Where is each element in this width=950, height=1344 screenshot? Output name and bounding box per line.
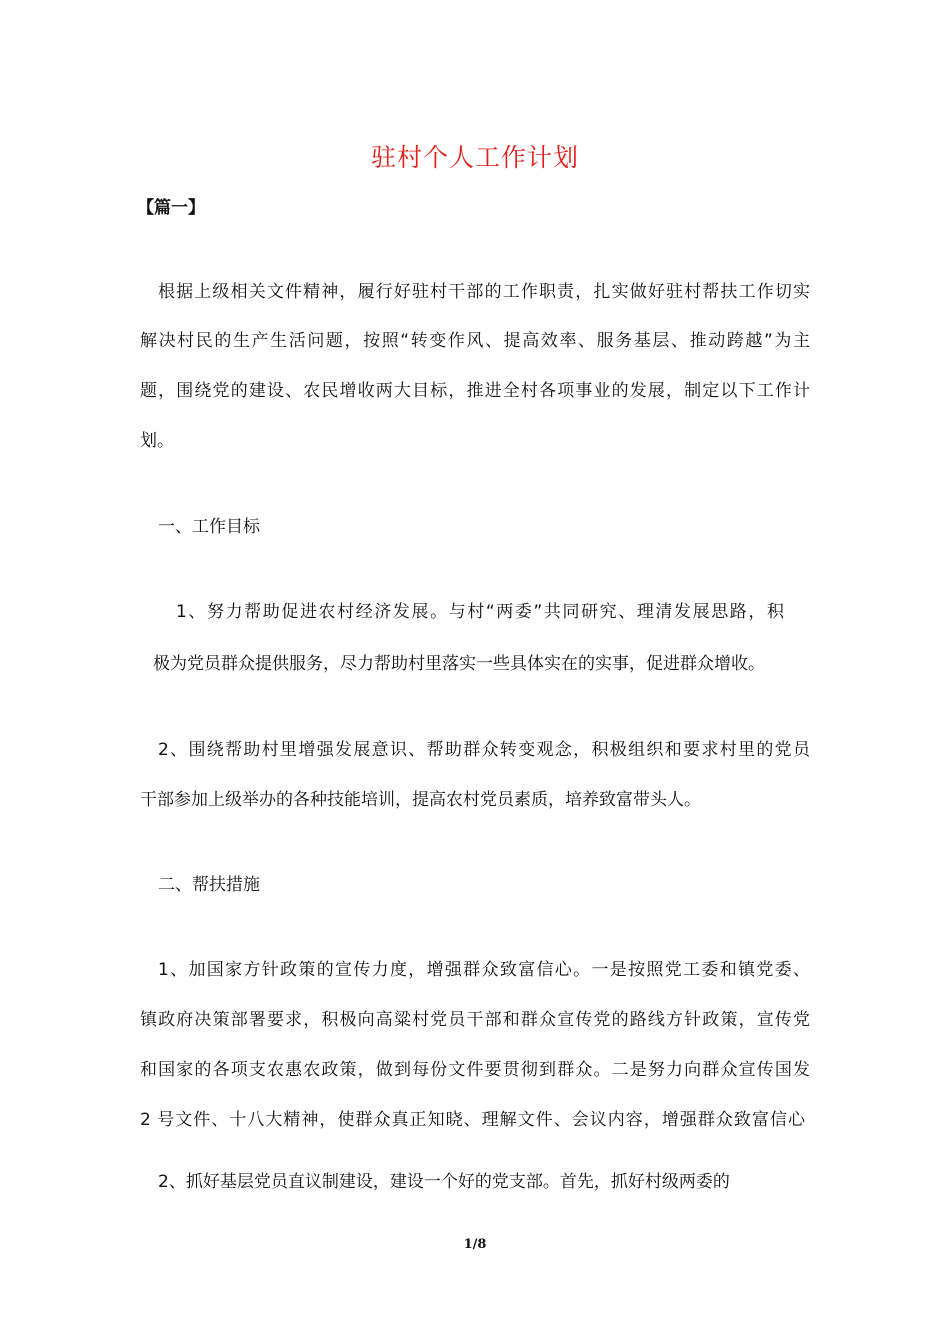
intro-line-2: 解决村民的生产生活问题，按照“转变作风、提高效率、服务基层、推动跨越”为主 xyxy=(140,331,810,351)
measure-1-line-1: 1、加国家方针政策的宣传力度，增强群众致富信心。一是按照党工委和镇党委、 xyxy=(158,960,810,980)
measure-1-line-4: 2 号文件、十八大精神，使群众真正知晓、理解文件、会议内容，增强群众致富信心 xyxy=(140,1110,805,1130)
page-number: 1/8 xyxy=(463,1237,487,1252)
heading-work-goals: 一、工作目标 xyxy=(158,517,260,537)
measure-1-line-2: 镇政府决策部署要求，积极向高粱村党员干部和群众宣传党的路线方针政策，宣传党 xyxy=(140,1010,810,1030)
goal-1-line-2: 极为党员群众提供服务，尽力帮助村里落实一些具体实在的实事，促进群众增收。 xyxy=(153,654,765,674)
intro-line-3: 题，围绕党的建设、农民增收两大目标，推进全村各项事业的发展，制定以下工作计 xyxy=(140,381,810,401)
section-tag: 【篇一】 xyxy=(137,198,205,218)
intro-line-1: 根据上级相关文件精神，履行好驻村干部的工作职责，扎实做好驻村帮扶工作切实 xyxy=(158,282,810,302)
goal-1-line-1: 1、努力帮助促进农村经济发展。与村“两委”共同研究、理清发展思路，积 xyxy=(176,602,784,622)
document-title: 驻村个人工作计划 xyxy=(370,143,579,172)
goal-2-line-2: 干部参加上级举办的各种技能培训，提高农村党员素质，培养致富带头人。 xyxy=(140,790,701,810)
measure-1-line-3: 和国家的各项支农惠农政策，做到每份文件要贯彻到群众。二是努力向群众宣传国发 xyxy=(140,1060,810,1080)
measure-2-line-1: 2、抓好基层党员直议制建设，建设一个好的党支部。首先，抓好村级两委的 xyxy=(158,1172,730,1192)
intro-line-4: 划。 xyxy=(140,431,174,451)
heading-support-measures: 二、帮扶措施 xyxy=(158,875,260,895)
goal-2-line-1: 2、围绕帮助村里增强发展意识、帮助群众转变观念，积极组织和要求村里的党员 xyxy=(158,740,810,760)
